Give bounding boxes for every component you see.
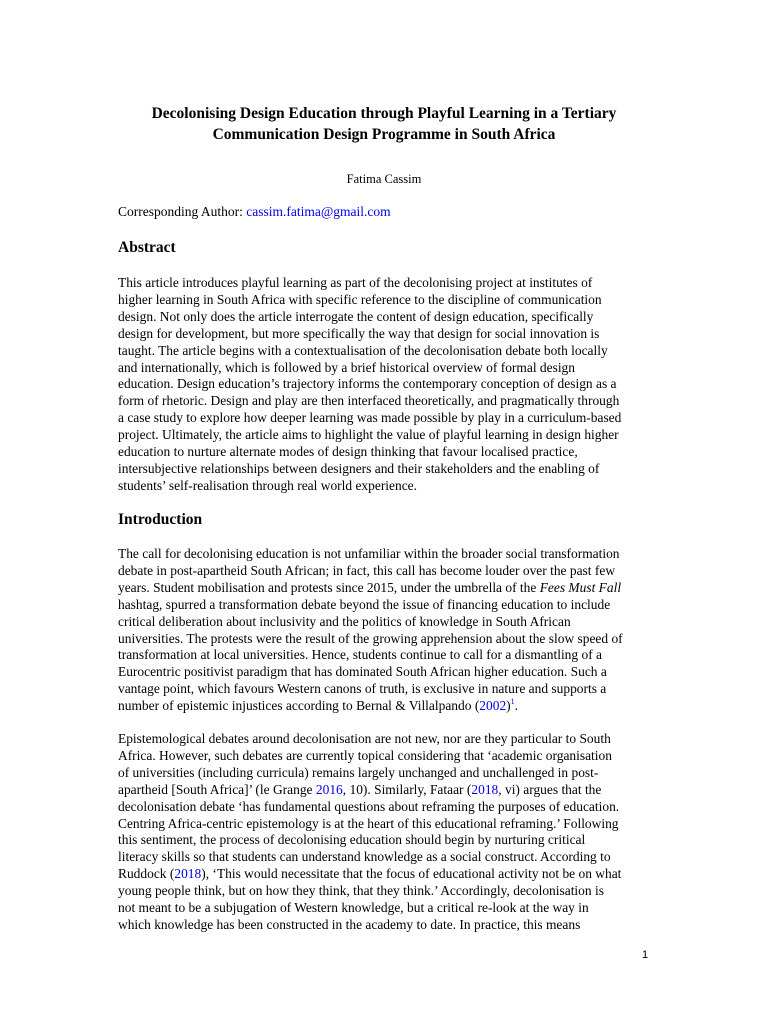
intro-p2-line: Africa. However, such debates are currently topical considering that ‘academic organisation bbox=[118, 747, 612, 763]
abstract-line: intersubjective relationships between designers and their stakeholders and the enabling of bbox=[118, 460, 600, 476]
paper-title bbox=[100, 103, 668, 145]
abstract-heading: Abstract bbox=[118, 239, 176, 256]
intro-p2-line: not meant to be a subjugation of Western knowledge, but a critical re-look at the way in bbox=[118, 900, 589, 916]
intro-p1-line-text: . bbox=[514, 698, 519, 714]
abstract-line: a case study to explore how deeper learning was made possible by play in a curriculum-based bbox=[118, 410, 622, 426]
abstract-line: taught. The article begins with a contextualisation of the decolonisation debate both locally bbox=[118, 342, 608, 358]
intro-p2-line: decolonisation debate ‘has fundamental questions about reframing the purposes of education. bbox=[118, 798, 620, 814]
intro-p1-line: hashtag, spurred a transformation debate beyond the issue of financing education to include bbox=[118, 596, 611, 612]
abstract-line: higher learning in South Africa with specific reference to the discipline of communication bbox=[118, 291, 602, 307]
intro-p1-line bbox=[118, 698, 658, 715]
citation-link-2018[interactable]: 2018 bbox=[471, 781, 499, 797]
citation-link-2016[interactable]: 2016 bbox=[315, 781, 343, 797]
abstract-line: students’ self-realisation through real world experience. bbox=[118, 477, 417, 493]
intro-p2-line-text: ), ‘This would necessitate that the focus of educational activity not be on what bbox=[201, 866, 622, 882]
abstract-line: and internationally, which is followed by a brief historical overview of formal design bbox=[118, 359, 575, 375]
intro-p2-line-text: , vi) argues that the bbox=[498, 781, 602, 797]
abstract-line: design. Not only does the article interrogate the content of design education, specifically bbox=[118, 308, 594, 324]
intro-p2-line: literacy skills so that students can understand knowledge as a social construct. According to bbox=[118, 849, 611, 865]
intro-p1-line: vantage point, which favours Western canons of truth, is exclusive in nature and supports a bbox=[118, 681, 607, 697]
intro-p2-line bbox=[118, 782, 658, 799]
abstract-line: education. Design education’s trajectory informs the contemporary conception of design as a bbox=[118, 376, 617, 392]
intro-p2-line: Epistemological debates around decolonisation are not new, nor are they particular to South bbox=[118, 731, 611, 746]
intro-p2-line-text: apartheid [South Africa]’ (le Grange bbox=[118, 781, 316, 797]
intro-p1-line: The call for decolonising education is not unfamiliar within the broader social transformation bbox=[118, 546, 620, 561]
abstract-paragraph bbox=[118, 275, 658, 495]
intro-p2-line-text: Ruddock ( bbox=[118, 866, 175, 882]
introduction-paragraph-1 bbox=[118, 546, 658, 715]
title-line-1: Decolonising Design Education through Playful Learning in a Tertiary bbox=[151, 105, 617, 122]
intro-p1-line-text: ) bbox=[506, 698, 511, 714]
intro-p2-line: this sentiment, the process of decolonising education should begin by nurturing critical bbox=[118, 832, 586, 848]
intro-p2-line: of universities (including curricula) remains largely unchanged and unchallenged in post- bbox=[118, 764, 599, 780]
corresponding-label: Corresponding Author: bbox=[118, 204, 247, 219]
abstract-line: project. Ultimately, the article aims to highlight the value of playful learning in design higher bbox=[118, 427, 619, 443]
intro-p1-line: critical deliberation about inclusivity and the politics of knowledge in South African bbox=[118, 613, 571, 629]
abstract-line: form of rhetoric. Design and play are then interfaced theoretically, and pragmatically through bbox=[118, 393, 620, 409]
intro-p2-line-text: , 10). Similarly, Fataar ( bbox=[342, 781, 472, 797]
introduction-heading: Introduction bbox=[118, 511, 203, 528]
intro-p2-line: young people think, but on how they think, that they think.’ Accordingly, decolonisation is bbox=[118, 883, 604, 899]
intro-p1-line: transformation at local universities. Hence, students continue to call for a dismantling of a bbox=[118, 647, 602, 663]
email-link[interactable]: cassim.fatima@gmail.com bbox=[246, 204, 391, 219]
corresponding-author bbox=[118, 203, 391, 221]
intro-p2-line bbox=[118, 866, 658, 883]
fees-must-fall-emphasis: Fees Must Fall bbox=[539, 579, 622, 595]
intro-p2-line: which knowledge has been constructed in the academy to date. In practice, this means bbox=[118, 916, 581, 932]
citation-link-ruddock-2018[interactable]: 2018 bbox=[174, 866, 202, 882]
intro-p1-line-text: number of epistemic injustices according to Bernal & Villalpando ( bbox=[118, 698, 480, 714]
page-number: 1 bbox=[642, 949, 649, 961]
abstract-line: This article introduces playful learning as part of the decolonising project at institutes of bbox=[118, 275, 593, 290]
introduction-paragraph-2 bbox=[118, 731, 658, 934]
citation-link-2002[interactable]: 2002 bbox=[479, 698, 507, 714]
abstract-line: design for development, but more specifically the way that design for social innovation is bbox=[118, 325, 600, 341]
title-line-2: Communication Design Programme in South Africa bbox=[212, 126, 556, 143]
abstract-line: education to nurture alternate modes of design thinking that favour localised practice, bbox=[118, 444, 578, 460]
footnote-marker[interactable]: 1 bbox=[510, 697, 515, 707]
intro-p1-line bbox=[118, 580, 658, 597]
intro-p2-line: Centring Africa-centric epistemology is at the heart of this educational reframing.’ Following bbox=[118, 815, 619, 831]
author-name: Fatima Cassim bbox=[346, 172, 422, 186]
intro-p1-line: universities. The protests were the result of the growing apprehension about the slow speed of bbox=[118, 630, 623, 646]
intro-p1-line: Eurocentric positivist paradigm that has dominated South African higher education. Such a bbox=[118, 664, 607, 680]
intro-p1-line: debate in post-apartheid South African; in fact, this call has become louder over the past few bbox=[118, 562, 616, 578]
intro-p1-line-text: years. Student mobilisation and protests since 2015, under the umbrella of the bbox=[118, 579, 540, 595]
